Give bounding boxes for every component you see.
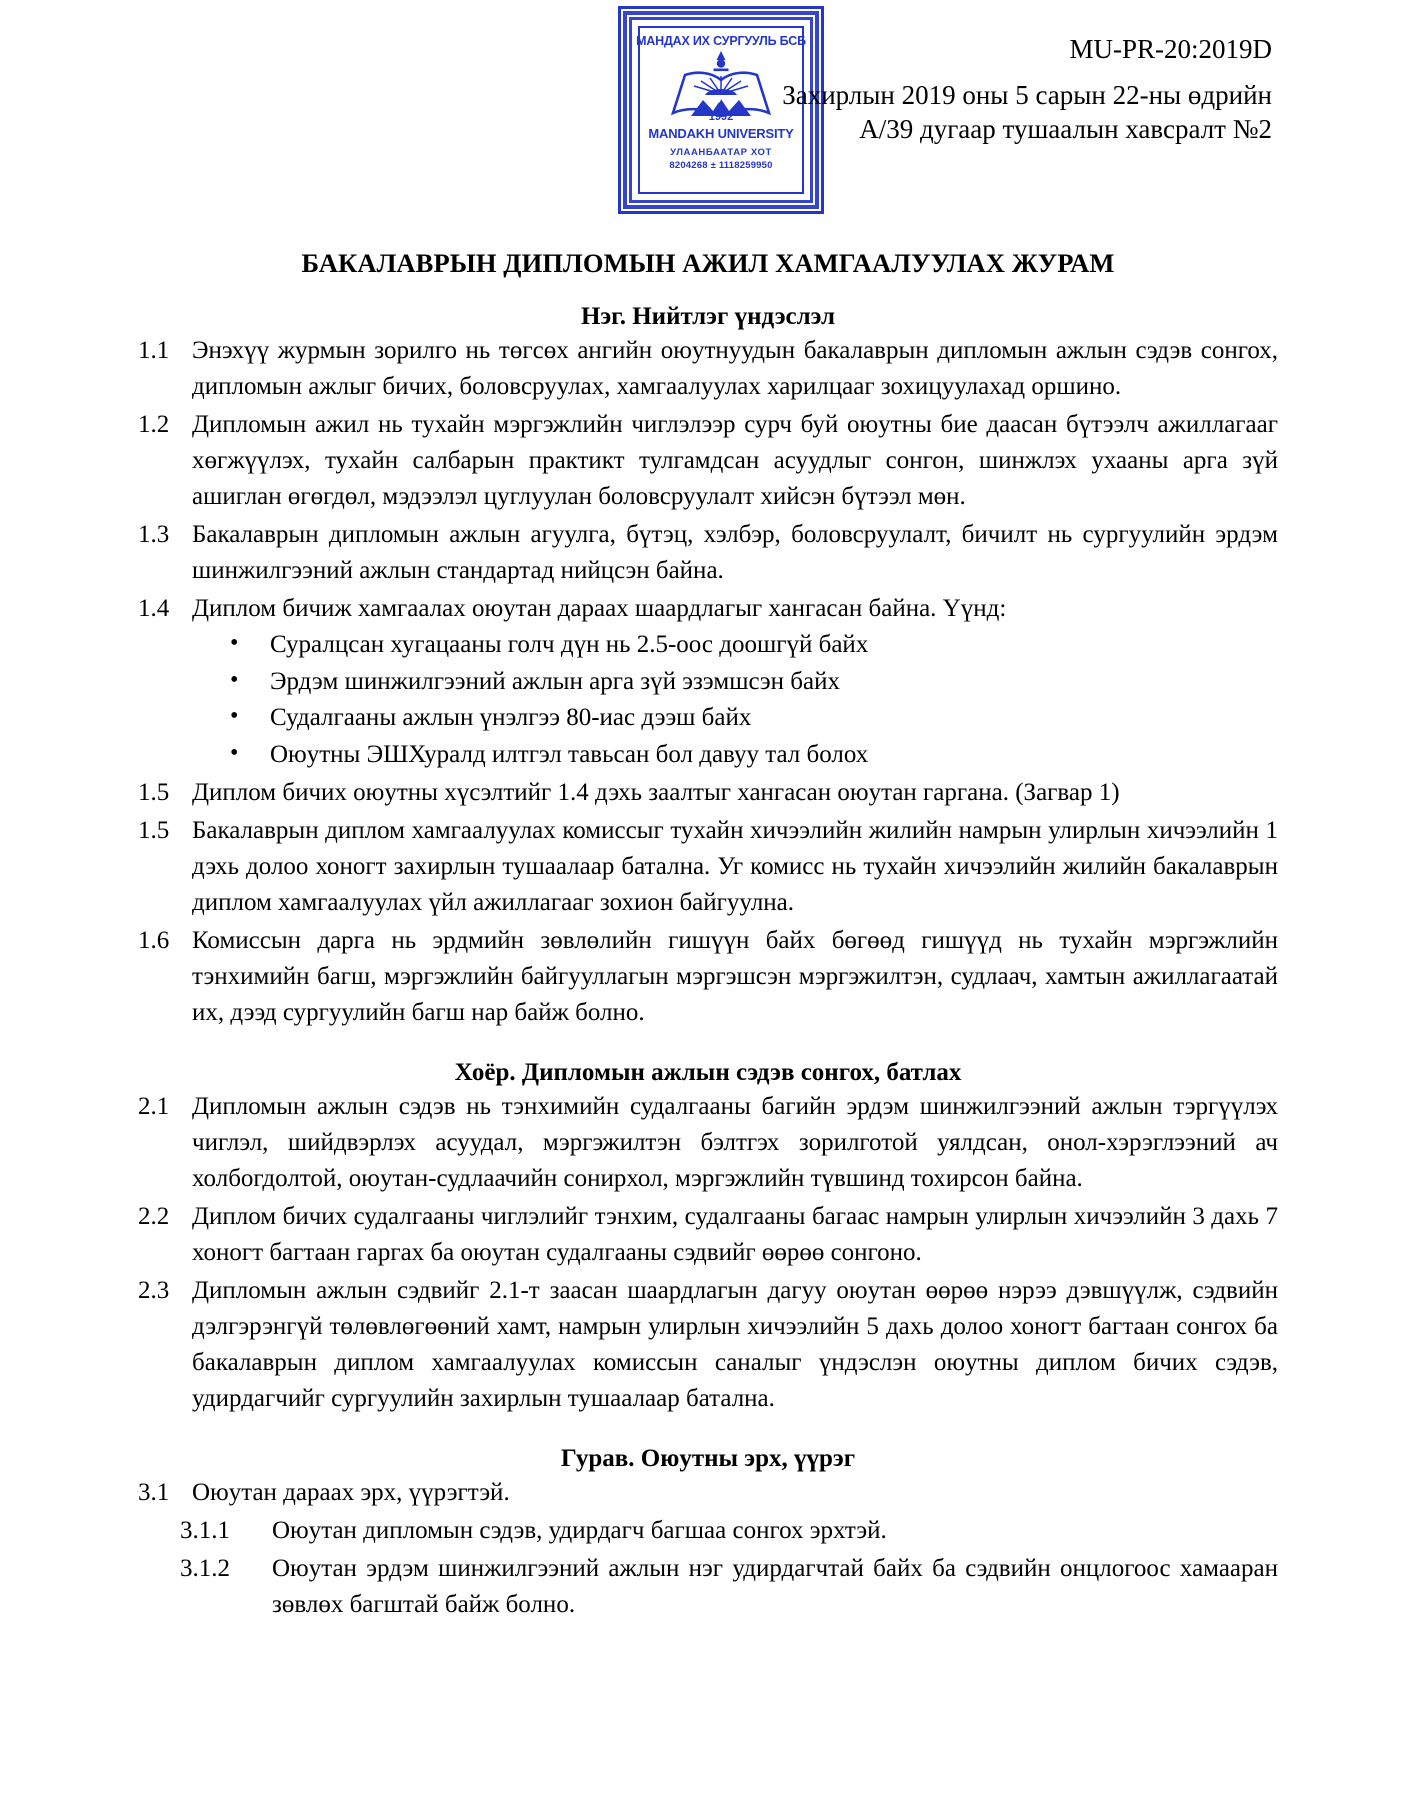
clause-1-6 — [138, 923, 1278, 1031]
page-title: БАКАЛАВРЫН ДИПЛОМЫН АЖИЛ ХАМГААЛУУЛАХ ЖУРАМ — [301, 248, 1115, 278]
clause-number: 1.5 — [138, 779, 170, 806]
clause-text: Оюутан дараах эрх, үүрэгтэй. — [192, 1479, 510, 1506]
clause-1-1 — [138, 333, 1278, 405]
clause-text: Диплом бичиж хамгаалах оюутан дараах шаардлагыг хангасан байна. Үүнд: — [192, 595, 1007, 622]
clause-3-1-2 — [138, 1551, 1278, 1623]
section-heading-2: Хоёр. Дипломын ажлын сэдэв сонгох, батлах — [454, 1059, 962, 1086]
clause-text: Дипломын ажил нь тухайн мэргэжлийн чиглэлээр сурч буй оюутны бие даасан бүтээлч ажиллагааг хөгжүүлэх, тухайн салбарын практикт тулгамдсан асуудлыг сонгон, шинжлэх ухааны арга зүй ашиглан өгөгдөл, мэдээлэл цуглуулан боловсруулалт хийсэн бүтээл мөн. — [192, 411, 1278, 510]
clause-number: 1.3 — [138, 521, 170, 548]
requirements-bullet-list — [138, 627, 1278, 773]
clause-number: 2.1 — [138, 1093, 170, 1120]
svg-text:1992: 1992 — [708, 111, 734, 123]
clause-text: Бакалаврын дипломын ажлын агуулга, бүтэц, хэлбэр, боловсруулалт, бичилт нь сургуулийн эрдэм шинжилгээний ажлын стандартад нийцсэн байна. — [192, 521, 1278, 584]
clause-2-3 — [138, 1273, 1278, 1417]
clause-number: 1.2 — [138, 411, 170, 438]
list-item: • Оюутны ЭШХуралд илтгэл тавьсан бол давуу тал болох — [230, 737, 1278, 774]
clause-1-3 — [138, 517, 1278, 589]
clause-number: 3.1.2 — [180, 1555, 230, 1582]
order-date-line: Захирлын 2019 оны 5 сарын 22-ны өдрийн — [782, 80, 1272, 110]
clause-number: 1.1 — [138, 337, 170, 364]
clause-number: 1.4 — [138, 595, 170, 622]
clause-text: Бакалаврын диплом хамгаалуулах комиссыг тухайн хичээлийн жилийн намрын улирлын хичээлийн 1 дэхь долоо хоногт захирлын тушаалаар батална. Уг комисс нь тухайн хичээлийн жилийн бакалаврын диплом хамгаалуулах үйл ажиллагааг зохион байгуулна. — [192, 817, 1278, 916]
clause-3-1-1 — [138, 1513, 1278, 1549]
clause-number: 1.5 — [138, 817, 170, 844]
clause-number: 2.2 — [138, 1203, 170, 1230]
clause-number: 1.6 — [138, 927, 170, 954]
clause-1-4 — [138, 591, 1278, 627]
section-heading-1: Нэг. Нийтлэг үндэслэл — [580, 303, 836, 330]
clause-2-1 — [138, 1089, 1278, 1197]
list-item: • Эрдэм шинжилгээний ажлын арга зүй эзэмшсэн байх — [230, 664, 1278, 701]
clause-1-2 — [138, 407, 1278, 515]
stamp-registration-number: 8204268 ± 1118259950 — [669, 160, 773, 171]
clause-number: 3.1 — [138, 1479, 170, 1506]
list-item: • Судалгааны ажлын үнэлгээ 80-иас дээш байх — [230, 700, 1278, 737]
document-header — [0, 0, 1406, 222]
document-code: MU-PR-20:2019D — [1069, 34, 1272, 64]
clause-text: Дипломын ажлын сэдэв нь тэнхимийн судалгааны багийн эрдэм шинжилгээний ажлын тэргүүлэх чиглэл, шийдвэрлэх асуудал, мэргэжилтэн бэлтгэх зорилготой уялдсан, онол-хэрэглээний ач холбогдолтой, оюутан-судлаачийн сонирхол, мэргэжлийн түвшинд тохирсон байна. — [192, 1093, 1278, 1192]
clause-text: Диплом бичих оюутны хүсэлтийг 1.4 дэхь заалтыг хангасан оюутан гаргана. (Загвар 1) — [192, 779, 1120, 806]
clause-text: Оюутан эрдэм шинжилгээний ажлын нэг удирдагчтай байх ба сэдвийн онцлогоос хамааран зөвлөх багштай байж болно. — [272, 1555, 1278, 1618]
clause-2-2 — [138, 1199, 1278, 1271]
clause-text: Оюутан дипломын сэдэв, удирдагч багшаа сонгох эрхтэй. — [272, 1517, 887, 1544]
clause-text: Энэхүү журмын зорилго нь төгсөх ангийн оюутнуудын бакалаврын дипломын ажлын сэдэв сонгох, дипломын ажлыг бичих, боловсруулах, хамгаалуулах харилцааг зохицуулахад оршино. — [192, 337, 1278, 400]
clause-3-1 — [138, 1475, 1278, 1511]
clause-text: Дипломын ажлын сэдвийг 2.1-т заасан шаардлагын дагуу оюутан өөрөө нэрээ дэвшүүлж, сэдвийн дэлгэрэнгүй төлөвлөгөөний хамт, намрын улирлын хичээлийн 5 дахь долоо хоногт багтаан сонгох ба бакалаврын диплом хамгаалуулах комиссын саналыг үндэслэн оюутны диплом бичих сэдэв, удирдагчийг сургуулийн захирлын тушаалаар батална. — [192, 1277, 1278, 1412]
stamp-university-name-mn: МАНДАХ ИХ СУРГУУЛЬ БСБ — [636, 34, 806, 48]
order-number-line: А/39 дугаар тушаалын хавсралт №2 — [859, 114, 1272, 144]
clause-number: 3.1.1 — [180, 1517, 230, 1544]
stamp-city: УЛААНБААТАР ХОТ — [670, 147, 772, 158]
list-item: • Суралцсан хугацааны голч дүн нь 2.5-оос доошгүй байх — [230, 627, 1278, 664]
section-heading-3: Гурав. Оюутны эрх, үүрэг — [560, 1445, 856, 1472]
clause-number: 2.3 — [138, 1277, 170, 1304]
clause-text: Диплом бичих судалгааны чиглэлийг тэнхим, судалгааны багаас намрын улирлын хичээлийн 3 дахь 7 хоногт багтаан гаргах ба оюутан судалгааны сэдвийг өөрөө сонгоно. — [192, 1203, 1278, 1266]
stamp-university-name-en: MANDAKH UNIVERSITY — [648, 126, 794, 141]
clause-text: Комиссын дарга нь эрдмийн зөвлөлийн гишүүн байх бөгөөд гишүүд нь тухайн мэргэжлийн тэнхимийн багш, мэргэжлийн байгууллагын мэргэшсэн мэргэжилтэн, судлаач, хамтын ажиллагаатай их, дээд сургуулийн багш нар байж болно. — [192, 927, 1278, 1026]
clause-1-5-a — [138, 775, 1278, 811]
document-body — [0, 248, 1406, 1623]
clause-1-5-b — [138, 813, 1278, 921]
